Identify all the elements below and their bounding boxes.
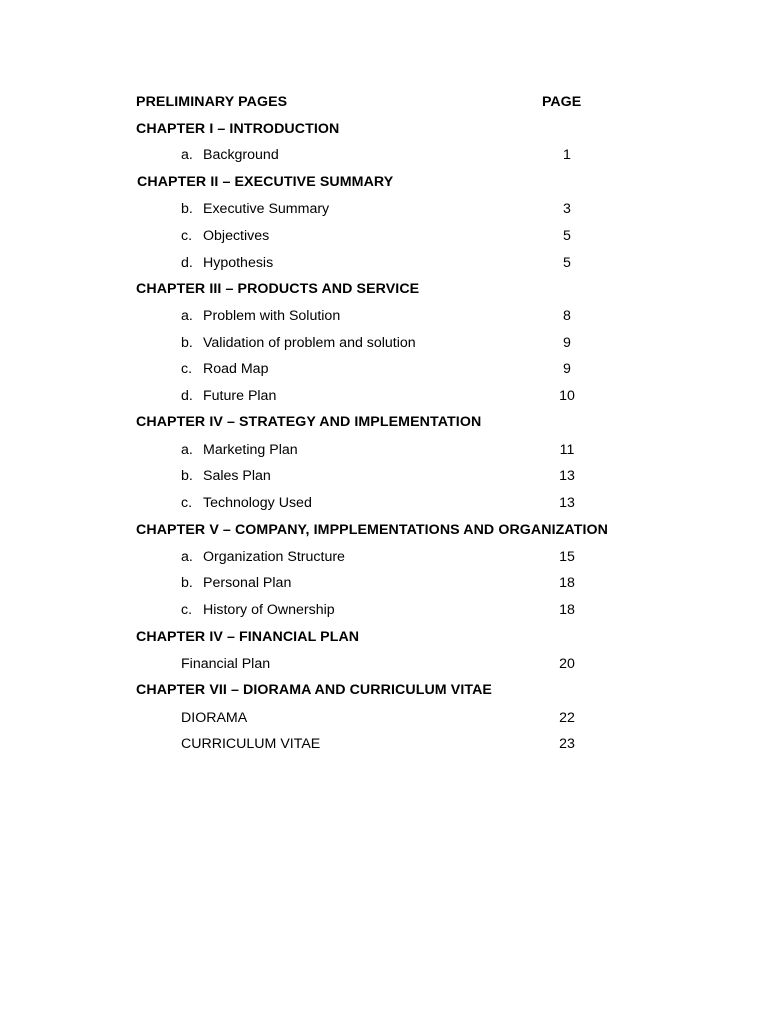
toc-entry: [0, 384, 768, 408]
toc-entry: [0, 438, 768, 462]
entry-label: Financial Plan: [181, 656, 271, 672]
toc-entry: [0, 732, 768, 756]
entry-marker: b.: [181, 335, 193, 351]
toc-entry: [0, 571, 768, 595]
entry-page-number: 15: [559, 549, 575, 565]
entry-marker: a.: [181, 442, 193, 458]
entry-label: History of Ownership: [203, 602, 335, 618]
entry-page-number: 18: [559, 602, 575, 618]
entry-marker: a.: [181, 308, 193, 324]
chapter-title: CHAPTER VII – DIORAMA AND CURRICULUM VITAE: [136, 682, 492, 698]
entry-label: CURRICULUM VITAE: [181, 736, 321, 752]
entry-page-number: 9: [563, 335, 571, 351]
chapter-heading: [0, 678, 768, 702]
entry-label: Background: [203, 147, 279, 163]
entry-label: Road Map: [203, 361, 269, 377]
entry-page-number: 3: [563, 201, 571, 217]
entry-page-number: 5: [563, 255, 571, 271]
entry-marker: a.: [181, 549, 193, 565]
entry-marker: b.: [181, 201, 193, 217]
entry-label: Organization Structure: [203, 549, 345, 565]
entry-marker: c.: [181, 495, 193, 511]
entry-page-number: 13: [559, 495, 575, 511]
chapter-heading: [0, 410, 768, 434]
entry-label: Technology Used: [203, 495, 312, 511]
entry-page-number: 23: [559, 736, 575, 752]
entry-page-number: 5: [563, 228, 571, 244]
entry-page-number: 18: [559, 575, 575, 591]
entry-label: Validation of problem and solution: [203, 335, 416, 351]
toc-entry: [0, 545, 768, 569]
toc-entry: [0, 706, 768, 730]
entry-label: Future Plan: [203, 388, 277, 404]
chapter-heading: [0, 277, 768, 301]
entry-marker: d.: [181, 388, 193, 404]
entry-label: Sales Plan: [203, 468, 271, 484]
page-column-heading: PAGE: [542, 94, 582, 110]
entry-page-number: 20: [559, 656, 575, 672]
toc-entry: [0, 224, 768, 248]
toc-entry: [0, 598, 768, 622]
toc-entry: [0, 331, 768, 355]
entry-label: Hypothesis: [203, 255, 274, 271]
entry-page-number: 22: [559, 710, 575, 726]
entry-label: Personal Plan: [203, 575, 292, 591]
chapter-title: CHAPTER V – COMPANY, IMPPLEMENTATIONS AND ORGANIZATION: [136, 522, 609, 538]
entry-page-number: 9: [563, 361, 571, 377]
chapter-heading: [0, 625, 768, 649]
entry-marker: b.: [181, 575, 193, 591]
entry-page-number: 1: [563, 147, 571, 163]
entry-page-number: 10: [559, 388, 575, 404]
chapter-title: CHAPTER I – INTRODUCTION: [136, 121, 340, 137]
entry-marker: c.: [181, 228, 193, 244]
chapter-title: CHAPTER III – PRODUCTS AND SERVICE: [136, 281, 420, 297]
toc-entry: [0, 251, 768, 275]
toc-entry: [0, 652, 768, 676]
entry-marker: a.: [181, 147, 193, 163]
entry-label: Problem with Solution: [203, 308, 341, 324]
toc-entry: [0, 197, 768, 221]
toc-entry: [0, 304, 768, 328]
preliminary-pages-heading: PRELIMINARY PAGES: [136, 94, 288, 110]
entry-label: DIORAMA: [181, 710, 248, 726]
chapter-title: CHAPTER II – EXECUTIVE SUMMARY: [137, 174, 394, 190]
entry-label: Objectives: [203, 228, 270, 244]
toc-header-row: [0, 90, 768, 114]
toc-entry: [0, 464, 768, 488]
entry-marker: d.: [181, 255, 193, 271]
entry-label: Marketing Plan: [203, 442, 298, 458]
entry-page-number: 8: [563, 308, 571, 324]
entry-label: Executive Summary: [203, 201, 330, 217]
toc-entry: [0, 143, 768, 167]
chapter-title: CHAPTER IV – STRATEGY AND IMPLEMENTATION: [136, 414, 482, 430]
toc-entry: [0, 357, 768, 381]
entry-page-number: 11: [559, 442, 575, 458]
entry-page-number: 13: [559, 468, 575, 484]
chapter-title: CHAPTER IV – FINANCIAL PLAN: [136, 629, 360, 645]
chapter-heading: [0, 117, 768, 141]
chapter-heading: [0, 518, 768, 542]
chapter-heading: [0, 170, 768, 194]
entry-marker: b.: [181, 468, 193, 484]
entry-marker: c.: [181, 361, 193, 377]
toc-entry: [0, 491, 768, 515]
entry-marker: c.: [181, 602, 193, 618]
